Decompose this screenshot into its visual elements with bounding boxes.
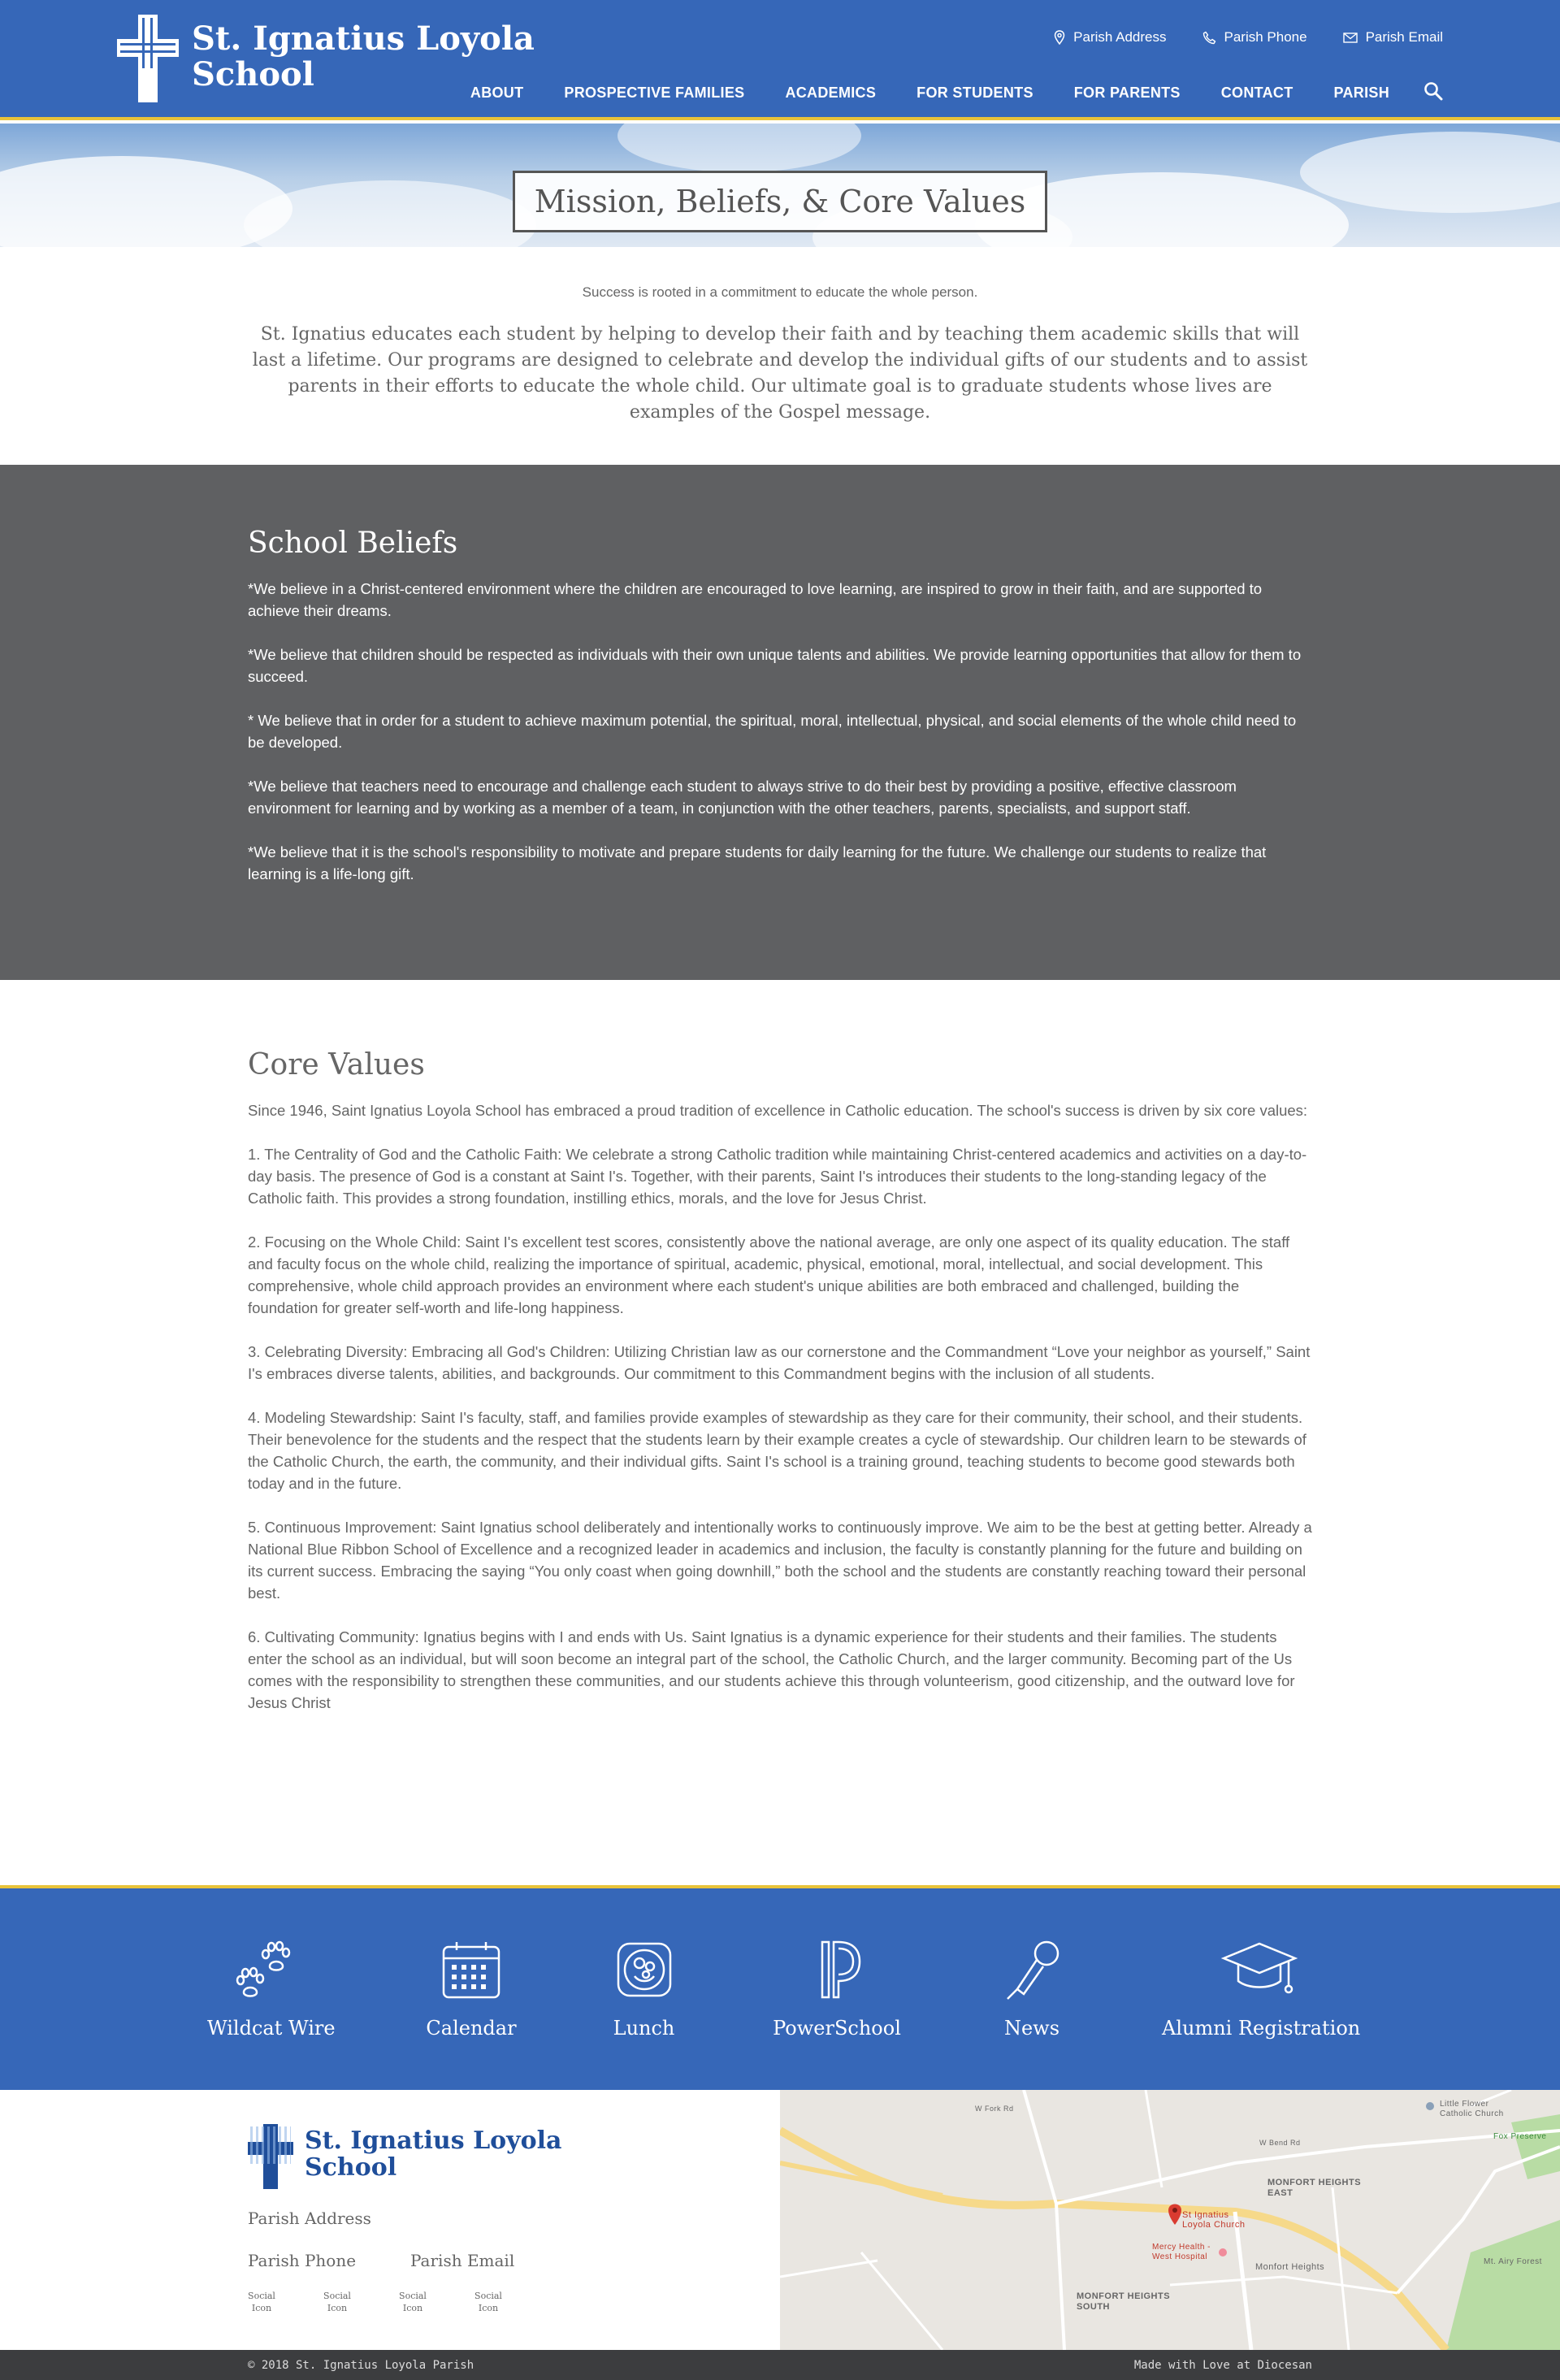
quick-link-wildcat-wire[interactable] [207,1939,336,2040]
quick-link-label: Alumni Registration [1162,2017,1361,2040]
paw-prints-icon [236,1939,297,2001]
microphone-icon [1001,1939,1063,2001]
footer-school-name [305,2127,561,2189]
core-value-item: 2. Focusing on the Whole Child: Saint I's excellent test scores, consistently above the national average, are only one aspect of its quality education. The staff and faculty focus on the whole child, realizing the importance of spiritual, academic, physical, emotional, moral, intellectual, and social development. This comprehensive, whole child approach provides an environment where each student's unique abilities are both embraced and challenged, building the foundation for greater self-worth and life-long happiness. [248,1233,1290,1316]
footer-school-logo[interactable] [248,2124,561,2189]
footer-address[interactable]: Parish Address [248,2209,371,2228]
footer-bottom-bar [0,2350,1560,2380]
school-beliefs-section [0,465,1560,980]
parish-address-link[interactable] [1054,29,1166,46]
map-label-monfort-heights-east: MONFORT HEIGHTS EAST [1268,2178,1362,2198]
nav-about[interactable]: ABOUT [470,85,524,101]
map-label-monfort-heights: Monfort Heights [1255,2262,1325,2272]
quick-links-bar [0,1885,1560,2090]
map-label-w-bend-rd: W Bend Rd [1259,2139,1301,2147]
parish-phone-link[interactable] [1202,29,1307,46]
mission-statement: St. Ignatius educates each student by helping to develop their faith and by teaching them academic skills that will last a lifetime. Our programs are designed to celebrate and develop the individual gifts of our students and to assist parents in their efforts to educate the whole child. Our ultimate goal is to graduate students whose lives are examples of the Gospel message. [252,324,1308,423]
belief-item: *We believe that children should be respected as individuals with their own unique talents and abilities. We provide learning opportunities that allow for them to succeed. [248,646,1302,685]
quick-link-label: Calendar [426,2017,517,2040]
core-values-section [248,1048,1312,1736]
parish-phone-label: Parish Phone [1224,29,1307,45]
quick-link-label: Wildcat Wire [207,2017,336,2040]
quick-link-lunch[interactable] [605,1939,682,2040]
graduation-cap-icon [1220,1939,1298,2001]
site-footer [0,2090,1560,2350]
page-title: Mission, Beliefs, & Core Values [513,171,1047,232]
envelope-icon [1343,33,1358,43]
core-value-item: 3. Celebrating Diversity: Embracing all God's Children: Utilizing Christian law as our cornerstone and the Commandment “Love your neighbor as yourself,” Saint I's embraces diverse talents, abilities, and backgrounds. Our commitment to this Commandment begins with the inclusion of all students. [248,1343,1311,1382]
quick-link-label: News [1003,2017,1060,2040]
nav-parish[interactable]: PARISH [1333,85,1389,101]
cross-logo-icon [117,15,179,102]
search-button[interactable] [1424,81,1443,105]
map-label-fox-preserve: Fox Preserve [1493,2132,1547,2141]
quick-link-powerschool[interactable] [772,1939,902,2040]
credit-link[interactable]: Made with Love at Diocesan [1133,2359,1312,2372]
core-values-heading: Core Values [248,1048,425,1082]
quick-link-label: Lunch [613,2017,675,2040]
quick-link-alumni-registration[interactable] [1162,1939,1361,2040]
core-values-intro: Since 1946, Saint Ignatius Loyola School has embraced a proud tradition of excellence in Catholic education. The school's success is driven by six core values: [248,1102,1308,1119]
map-label-hospital: Mercy Health - West Hospital [1152,2243,1211,2261]
footer-email[interactable]: Parish Email [410,2251,515,2270]
powerschool-logo-icon [806,1939,868,2001]
quick-link-calendar[interactable] [422,1939,520,2040]
footer-school-name-line1: St. Ignatius Loyola [305,2126,562,2155]
core-value-item: 5. Continuous Improvement: Saint Ignatius school deliberately and intentionally works to continuously improve. We aim to be the best at getting better. Already a National Blue Ribbon School of Excellence and a recognized leader in academics and inclusion, the faculty is constantly planning for the future and building on its current success. Embracing the saying “You only coast when going downhill,” both the school and the students are constantly reaching toward their personal best. [248,1519,1312,1602]
belief-item: * We believe that in order for a student to achieve maximum potential, the spiritual, moral, intellectual, physical, and social elements of the whole child need to be developed. [248,712,1297,751]
hero-banner [0,124,1560,247]
map-pin-icon [1054,30,1065,45]
nav-academics[interactable]: ACADEMICS [785,85,877,101]
parish-email-label: Parish Email [1365,29,1443,45]
parish-email-link[interactable] [1343,29,1443,46]
core-value-item: 6. Cultivating Community: Ignatius begins with I and ends with Us. Saint Ignatius is a dynamic experience for their students and their families. The students enter the school as an individual, but will soon become an integral part of the school, the Catholic Church, and the larger community. Becoming part of the Us comes with the responsibility to strengthen these communities, and our students achieve this through volunteerism, good citizenship, and the outward love for Jesus Christ [248,1628,1295,1711]
social-icon-link[interactable]: Social Icon [248,2291,275,2313]
copyright-text: © 2018 St. Ignatius Loyola Parish [248,2359,474,2372]
map-label-w-fork-rd: W Fork Rd [975,2105,1014,2113]
calendar-icon [440,1939,502,2001]
social-icon-link[interactable]: Social Icon [474,2291,502,2313]
social-icon-link[interactable]: Social Icon [323,2291,351,2313]
social-icon-link[interactable]: Social Icon [399,2291,427,2313]
footer-school-name-line2: School [305,2153,397,2182]
footer-phone[interactable]: Parish Phone [248,2251,357,2270]
nav-for-parents[interactable]: FOR PARENTS [1073,85,1181,101]
nav-contact[interactable]: CONTACT [1220,85,1294,101]
school-name-line2: School [192,55,314,93]
phone-icon [1202,31,1216,45]
map-label-monfort-heights-south: MONFORT HEIGHTS SOUTH [1077,2291,1171,2312]
belief-item: *We believe in a Christ-centered environment where the children are encouraged to love learning, are inspired to grow in their faith, and are supported to achieve their dreams. [248,580,1263,619]
core-value-item: 1. The Centrality of God and the Catholic Faith: We celebrate a strong Catholic tradition while maintaining Christ-centered academics and activities on a day-to-day basis. The presence of God is a constant at Saint I's. Together, with their parents, Saint I's introduces their students to the long-standing legacy of the Catholic faith. This provides a strong foundation, instilling ethics, morals, and the love for Jesus Christ. [248,1146,1307,1207]
map-label-church: St Ignatius Loyola Church [1182,2210,1246,2230]
beliefs-heading: School Beliefs [248,527,458,560]
location-map[interactable] [780,2090,1560,2350]
site-header [0,0,1560,120]
parish-address-label: Parish Address [1073,29,1167,45]
main-nav [430,81,1443,105]
belief-item: *We believe that it is the school's responsibility to motivate and prepare students for daily learning for the future. We challenge our students to realize that learning is a life-long gift. [248,843,1267,882]
search-icon [1424,81,1443,101]
core-value-item: 4. Modeling Stewardship: Saint I's faculty, staff, and families provide examples of stewardship as they care for their community, their school, and their students. Their benevolence for the students and the respect that the students learn by their example creates a cycle of stewardship. Our children learn to be stewards of the Catholic Church, the earth, the community, and their individual gifts. Saint I's school is a training ground, teaching students to become good stewards both today and in the future. [248,1409,1306,1492]
nav-for-students[interactable]: FOR STUDENTS [916,85,1034,101]
school-name-line1: St. Ignatius Loyola [192,20,535,58]
cross-logo-icon [248,2124,293,2189]
map-label-mt-airy-forest: Mt. Airy Forest [1484,2257,1542,2266]
utility-bar [1054,29,1443,46]
quick-link-news[interactable] [999,1939,1064,2040]
quick-link-label: PowerSchool [773,2017,901,2040]
nav-prospective-families[interactable]: PROSPECTIVE FAMILIES [564,85,745,101]
lunch-plate-icon [613,1939,675,2001]
mission-tagline: Success is rooted in a commitment to educate the whole person. [582,284,978,300]
belief-item: *We believe that teachers need to encourage and challenge each student to always strive to do their best by providing a positive, effective classroom environment for learning and by working as a member of a team, in conjunction with the other teachers, parents, specialists, and support staff. [248,778,1237,817]
map-label-little-flower: Little Flower Catholic Church [1440,2100,1504,2118]
